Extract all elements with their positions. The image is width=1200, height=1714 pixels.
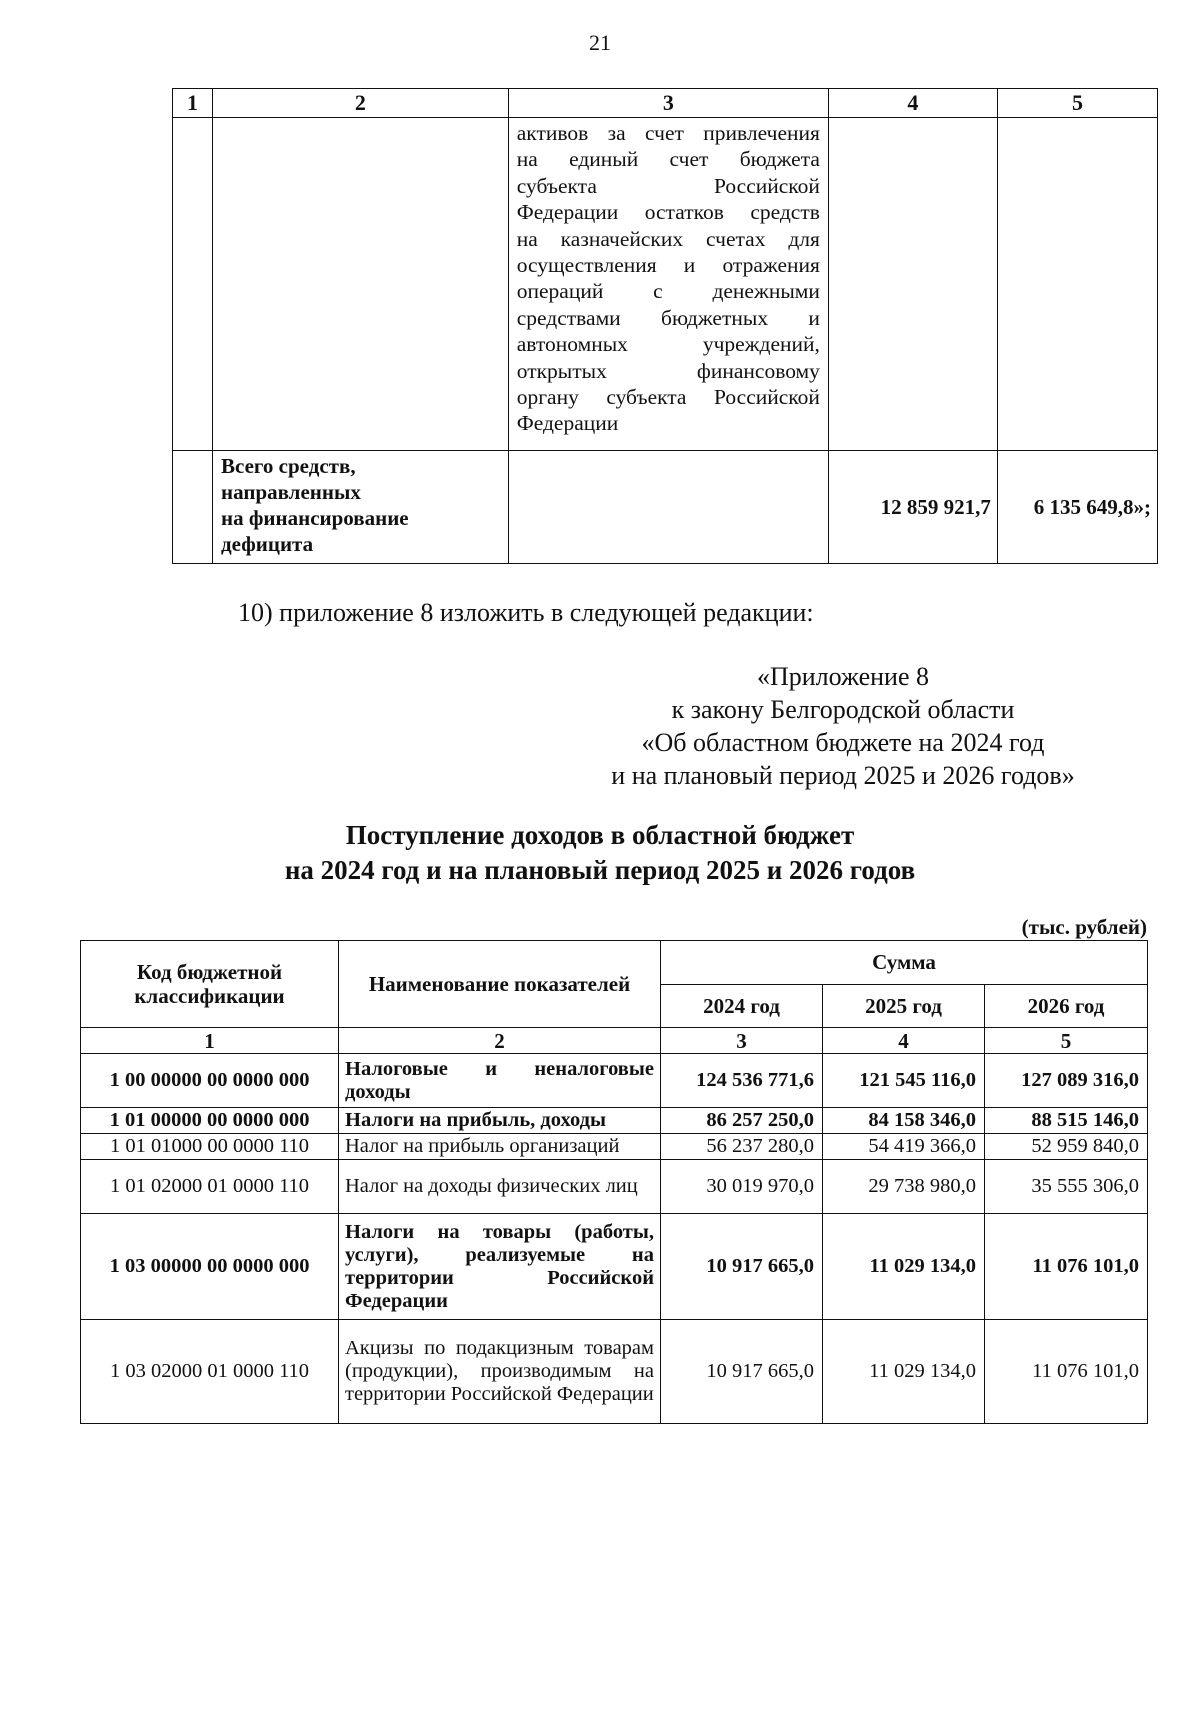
amendment-instruction: 10) приложение 8 изложить в следующей редакции: [238,598,814,627]
table-header-row [173,89,1158,118]
column-number-row: 1 2 3 4 5 [81,1028,1148,1054]
table-row: 1 01 02000 01 0000 110 Налог на доходы физических лиц 30 019 970,0 29 738 980,0 35 555 306,0 [81,1160,1148,1214]
header-year: 2025 год [823,984,985,1028]
table-header-row [81,941,1148,985]
total-row [173,451,1158,564]
total-label: Всего средств, направленных на финансирование дефицита [213,451,509,564]
column-header: 4 [828,89,997,118]
header-code: Код бюджетной классификации [81,941,339,1028]
header-name: Наименование показателей [339,941,661,1028]
column-header: 1 [173,89,213,118]
continued-description: активов за счет привлечения на единый счет бюджета субъекта Российской Федерации остатков средств на казначейских счетах для осуществления и отражения операций с денежными средствами бюджетных и автономных учреждений, открытых финансовому органу субъекта Российской Федерации [508,118,828,451]
appendix-heading: «Приложение 8 к закону Белгородской области «Об областном бюджете на 2024 год и на плановый период 2025 и 2026 годов» [611,662,1075,790]
header-year: 2026 год [985,984,1148,1028]
deficit-financing-table [172,88,1158,564]
document-title: Поступление доходов в областной бюджет на 2024 год и на плановый период 2025 и 2026 годов [284,820,916,885]
total-value-col4: 12 859 921,7 [828,451,997,564]
column-header: 2 [213,89,509,118]
table-row: 1 03 00000 00 0000 000 Налоги на товары (работы, услуги), реализуемые на территории Российской Федерации 10 917 665,0 11 029 134,0 11 076 101,0 [81,1214,1148,1320]
header-year: 2024 год [661,984,823,1028]
page-number: 21 [589,30,611,55]
total-value-col5: 6 135 649,8»; [997,451,1157,564]
units-label: (тыс. рублей) [1021,915,1147,939]
table-row: 1 00 00000 00 0000 000 Налоговые и неналоговые доходы 124 536 771,6 121 545 116,0 127 089 316,0 [81,1054,1148,1108]
header-sum: Сумма [661,941,1148,985]
income-table [80,940,1148,1424]
table-row: 1 03 02000 01 0000 110 Акцизы по подакцизным товарам (продукции), производимым на территории Российской Федерации 10 917 665,0 11 029 134,0 11 076 101,0 [81,1320,1148,1424]
table-row: 1 01 00000 00 0000 000 Налоги на прибыль, доходы 86 257 250,0 84 158 346,0 88 515 146,0 [81,1108,1148,1134]
column-header: 3 [508,89,828,118]
column-header: 5 [997,89,1157,118]
table-row: 1 01 01000 00 0000 110 Налог на прибыль организаций 56 237 280,0 54 419 366,0 52 959 840,0 [81,1134,1148,1160]
table-row [173,118,1158,451]
